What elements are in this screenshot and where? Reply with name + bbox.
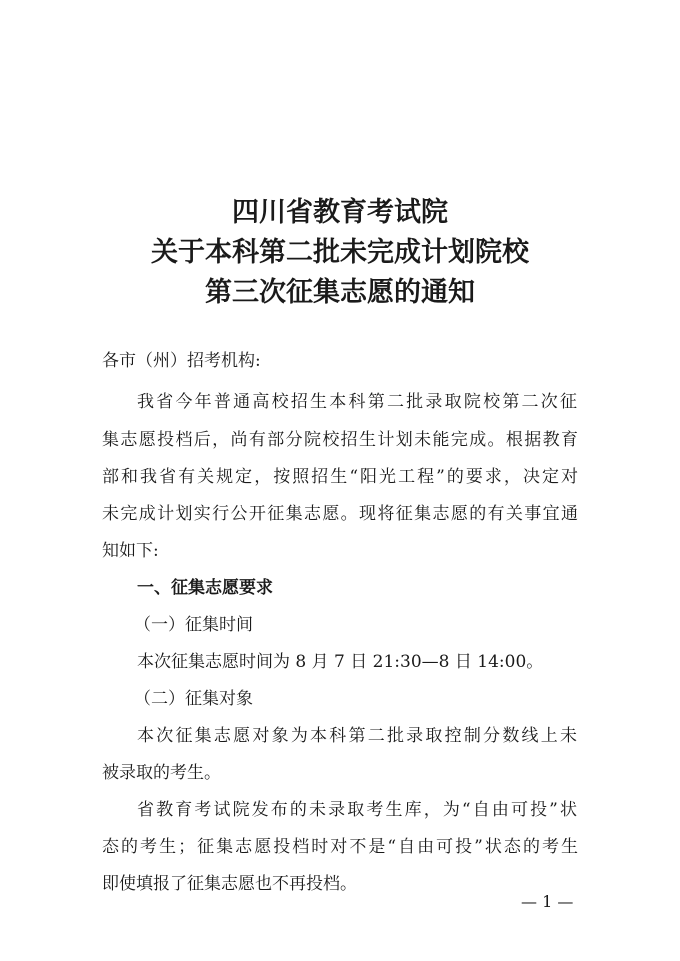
intro-paragraph-line-1: 我省今年普通高校招生本科第二批录取院校第二次征 — [137, 392, 577, 412]
document-title-line-1: 四川省教育考试院 — [232, 197, 448, 228]
subsection-1-text: 本次征集志愿时间为 8 月 7 日 21:30—8 日 14:00。 — [137, 652, 544, 672]
section-heading-1: 一、征集志愿要求 — [137, 578, 273, 598]
intro-paragraph-line-2: 集志愿投档后，尚有部分院校招生计划未能完成。根据教育 — [102, 430, 578, 450]
paragraph-3-line-3: 即使填报了征集志愿也不再投档。 — [102, 874, 357, 894]
page-number: — 1 — — [521, 892, 574, 911]
document-title-line-2: 关于本科第二批未完成计划院校 — [151, 237, 529, 268]
salutation: 各市（州）招考机构: — [102, 351, 261, 371]
paragraph-3-line-1: 省教育考试院发布的未录取考生库，为“自由可投”状 — [137, 800, 577, 820]
intro-paragraph-line-4: 未完成计划实行公开征集志愿。现将征集志愿的有关事宜通 — [102, 504, 578, 524]
paragraph-3-line-2: 态的考生；征集志愿投档时对不是“自由可投”状态的考生 — [102, 837, 578, 857]
subsection-2-line-2: 被录取的考生。 — [102, 763, 221, 783]
document-title-line-3: 第三次征集志愿的通知 — [205, 277, 475, 308]
subsection-heading-2: （二）征集对象 — [134, 689, 253, 709]
intro-paragraph-line-3: 部和我省有关规定，按照招生“阳光工程”的要求，决定对 — [102, 467, 578, 487]
subsection-2-line-1: 本次征集志愿对象为本科第二批录取控制分数线上未 — [137, 726, 577, 746]
intro-paragraph-line-5: 知如下: — [102, 541, 159, 561]
subsection-heading-1: （一）征集时间 — [134, 615, 253, 635]
